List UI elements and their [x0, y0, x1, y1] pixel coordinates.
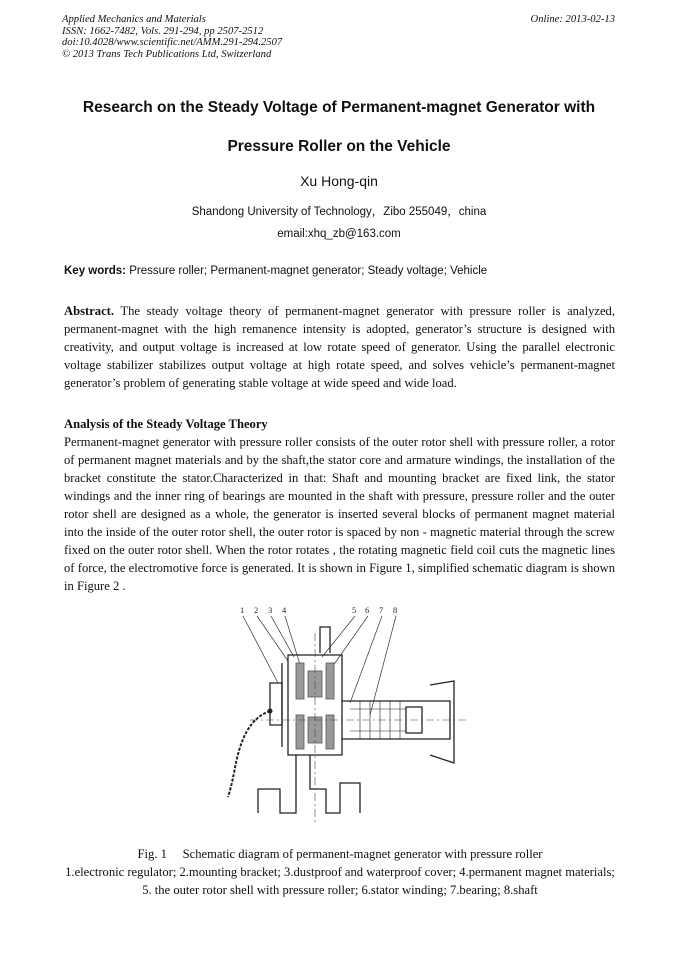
figure-label-5: 5 [352, 605, 357, 615]
online-date: Online: 2013-02-13 [530, 14, 615, 25]
figure-label-8: 8 [393, 605, 398, 615]
journal-name: Applied Mechanics and Materials [62, 14, 206, 25]
figure-label-2: 2 [254, 605, 259, 615]
figure-label-1: 1 [240, 605, 245, 615]
doi-line: doi:10.4028/www.scientific.net/AMM.291-294.2507 [62, 37, 283, 49]
section-heading: Analysis of the Steady Voltage Theory [64, 417, 268, 431]
figure-label-4: 4 [282, 605, 287, 615]
figure-label-6: 6 [365, 605, 370, 615]
abstract [64, 302, 615, 392]
keywords-text: Pressure roller; Permanent-magnet generator; Steady voltage; Vehicle [126, 265, 488, 277]
figure-label-7: 7 [379, 605, 384, 615]
generator-schematic-figure [210, 603, 480, 838]
keywords [64, 265, 624, 277]
affiliation: Shandong University of Technology，Zibo 255049，china [191, 206, 487, 218]
abstract-label: Abstract. [64, 304, 115, 318]
figure-legend: 1.electronic regulator; 2.mounting bracket; 3.dustproof and waterproof cover; 4.permanent magnet materials; 5. the outer rotor shell with pressure roller; 6.stator winding; 7.bearing; 8.shaft [65, 865, 615, 897]
copyright-line: © 2013 Trans Tech Publications Ltd, Switzerland [62, 48, 272, 60]
section-body: Permanent-magnet generator with pressure roller consists of the outer rotor shell with pressure roller, a rotor of permanent magnet materials and by the shaft,the stator core and armature windings, the installation of the bracket constitute the stator.Characterized in that: Shaft and mounting bracket are fixed link, the stator windings and the inner ring of bearings are mounted in the shaft with pressure, pressure roller and the outer rotor shell are designed as a whole, the generator is inserted several blocks of permanent magnet material into the inside of the outer rotor shell, the outer rotor is spaced by non - magnetic material through the screw fixed on the outer rotor shell. When the rotor rotates , the rotating magnetic field coil cuts the magnetic lines of force, the electromotive force is generated. It is shown in Figure 1, simplified schematic diagram is shown in Figure 2 . [64, 435, 615, 593]
paper-title [40, 88, 638, 166]
issn-line: ISSN: 1662-7482, Vols. 291-294, pp 2507-2512 [62, 25, 264, 37]
keywords-label: Key words: [64, 265, 126, 277]
figure-title: Fig. 1 Schematic diagram of permanent-magnet generator with pressure roller [137, 847, 543, 861]
author-name: Xu Hong-qin [300, 173, 378, 189]
journal-header [62, 14, 282, 60]
figure-label-3: 3 [268, 605, 273, 615]
figure-caption [60, 845, 620, 899]
abstract-text: The steady voltage theory of permanent-magnet generator with pressure roller is analyzed, permanent-magnet with the high remanence intensity is adopted, generator’s structure is designed with creativity, and output voltage is increased at low rotate speed of generator. Using the parallel electronic voltage stabilizer stabilizes output voltage at high rotate speed, and solves vehicle’s permanent-magnet generator’s problem of generating stable voltage at wide speed and wide load. [64, 304, 615, 390]
email-address: email:xhq_zb@163.com [277, 228, 401, 240]
title-line-1: Research on the Steady Voltage of Permanent-magnet Generator with [82, 99, 596, 116]
title-line-2: Pressure Roller on the Vehicle [227, 138, 451, 155]
